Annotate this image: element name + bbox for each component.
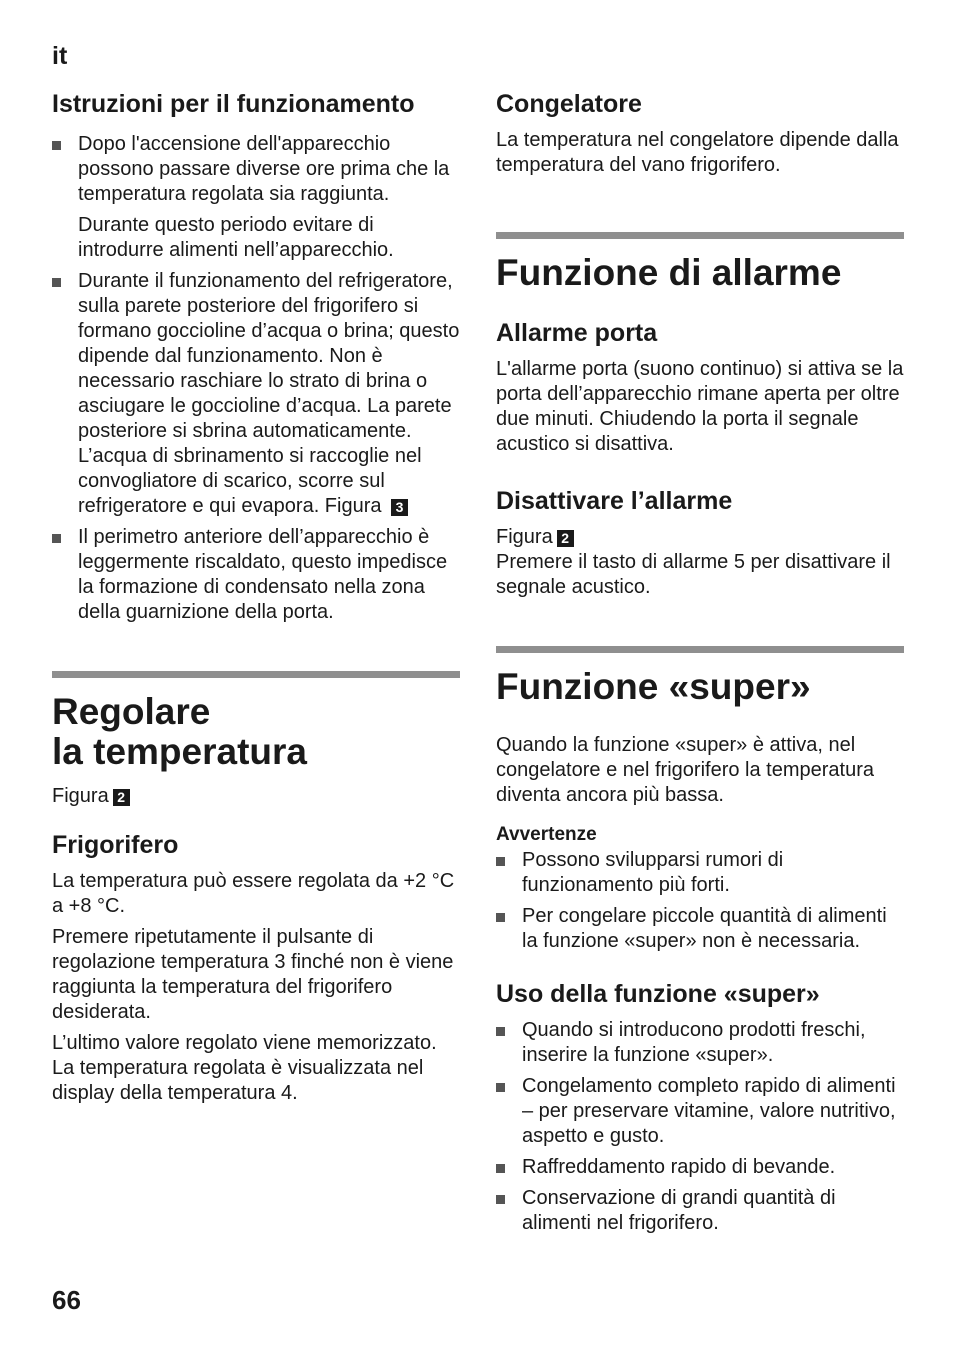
list-item [496,1074,904,1149]
figure-reference [496,525,904,550]
bullet-square-icon [496,1195,505,1204]
list-item-note [52,213,460,263]
section-divider [52,671,460,678]
uso-list [496,1018,904,1236]
left-column [52,88,460,1106]
section-heading-disattivare: Disattivare l’allarme [496,487,733,515]
section-heading-istruzioni: Istruzioni per il funzionamento [52,90,415,118]
section-heading-allarme-porta: Allarme porta [496,319,658,347]
bullet-square-icon [52,141,61,150]
figure-reference [52,784,460,809]
list-item-text: Possono svilupparsi rumori di funzionamento più forti. [522,849,784,896]
paragraph: L'allarme porta (suono continuo) si attiva se la porta dell’apparecchio rimane aperta per oltre due minuti. Chiudendo la porta il segnale acustico si disattiva. [496,358,904,455]
page-number: 66 [52,1285,81,1315]
istruzioni-list [52,132,460,625]
paragraph: Quando la funzione «super» è attiva, nel congelatore e nel frigorifero la temperatura diventa ancora più bassa. [496,734,874,806]
section-divider [496,232,904,239]
figure-number-badge: 2 [113,789,130,806]
list-item [52,132,460,207]
figure-label: Figura [496,526,553,548]
section-title-regolare [52,692,460,772]
right-column [496,88,904,1242]
list-item-text: Durante questo periodo evitare di introdurre alimenti nell’apparecchio. [78,214,394,261]
list-item-text: Quando si introducono prodotti freschi, inserire la funzione «super». [522,1019,866,1066]
bullet-square-icon [496,913,505,922]
list-item-text: Per congelare piccole quantità di alimenti la funzione «super» non è necessaria. [522,905,887,952]
section-heading-uso-super: Uso della funzione «super» [496,980,820,1008]
section-heading-congelatore: Congelatore [496,90,642,118]
paragraph: La temperatura nel congelatore dipende dalla temperatura del vano frigorifero. [496,129,899,176]
list-item [496,848,904,898]
bullet-square-icon [496,1083,505,1092]
section-title-super: Funzione «super» [496,666,811,707]
list-item [496,1155,904,1180]
paragraph: Premere il tasto di allarme 5 per disattivare il segnale acustico. [496,551,891,598]
list-item-text: Dopo l'accensione dell'apparecchio possono passare diverse ore prima che la temperatura regolata sia raggiunta. [78,133,450,205]
bullet-square-icon [52,278,61,287]
paragraph: L’ultimo valore regolato viene memorizzato. La temperatura regolata è visualizzata nel display della temperatura 4. [52,1032,437,1104]
figure-number-badge: 3 [391,499,408,516]
list-item-text: Congelamento completo rapido di alimenti – per preservare vitamine, valore nutritivo, aspetto e gusto. [522,1075,896,1147]
bullet-square-icon [496,1027,505,1036]
list-item-text: Conservazione di grandi quantità di alimenti nel frigorifero. [522,1187,836,1234]
title-line: la temperatura [52,731,307,772]
list-item [52,269,460,519]
paragraph: Premere ripetutamente il pulsante di regolazione temperatura 3 finché non è viene raggiunta la temperatura del frigorifero desiderata. [52,926,454,1023]
list-item-text: Durante il funzionamento del refrigeratore, sulla parete posteriore del frigorifero si formano goccioline d’acqua o brina; questo dipende dal funzionamento. Non è necessario raschiare lo strato di brina o asciugare le goccioline d’acqua. La parete posteriore si sbrina automaticamente. L’acqua di sbrinamento si raccoglie nel convogliatore di scarico, scorre sul refrigeratore e qui evapora. Figura [78,270,460,517]
bullet-square-icon [496,1164,505,1173]
section-title-allarme: Funzione di allarme [496,252,842,293]
list-item [496,1186,904,1236]
section-divider [496,646,904,653]
list-item-text: Raffreddamento rapido di bevande. [522,1156,836,1178]
list-item [496,1018,904,1068]
bullet-square-icon [496,857,505,866]
figure-number-badge: 2 [557,530,574,547]
note-heading: Avvertenze [496,824,597,845]
paragraph: La temperatura può essere regolata da +2 °C a +8 °C. [52,870,455,917]
list-item [496,904,904,954]
bullet-square-icon [52,534,61,543]
notes-list [496,848,904,954]
figure-label: Figura [52,785,109,807]
title-line: Regolare [52,691,211,732]
section-heading-frigorifero: Frigorifero [52,831,179,859]
language-code: it [52,42,68,70]
list-item [52,525,460,625]
list-item-text: Il perimetro anteriore dell’apparecchio è leggermente riscaldato, questo impedisce la formazione di condensato nella zona della guarnizione della porta. [78,526,448,623]
